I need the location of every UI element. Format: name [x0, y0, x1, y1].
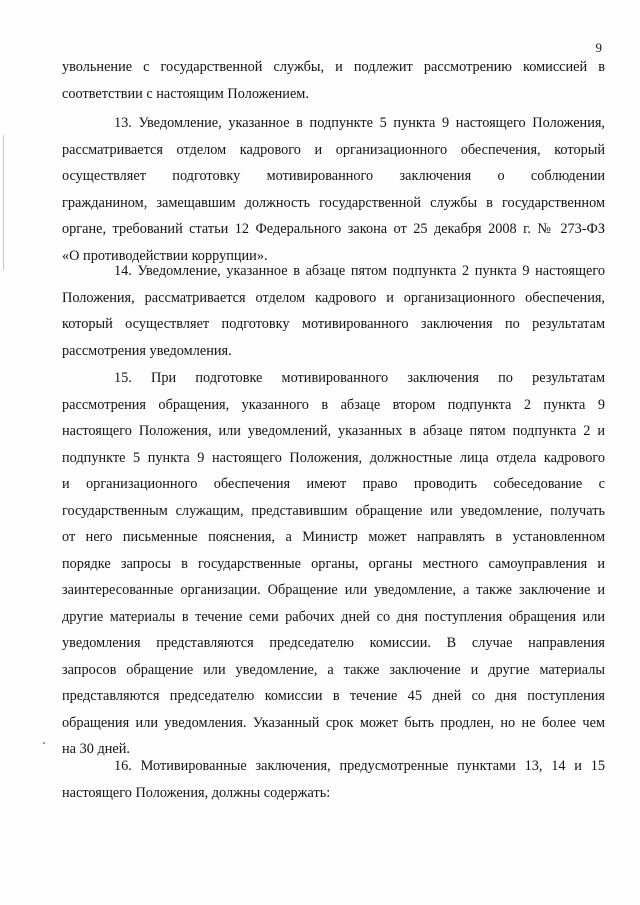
scan-margin-mark [3, 135, 4, 270]
text-line: подпункте 5 пункта 9 настоящего Положения, должностные лица отдела кадрового [62, 449, 605, 466]
text-line: государственным служащим, представившим обращение или уведомление, получать [62, 502, 605, 519]
text-line: рассмотрения уведомления. [62, 342, 232, 359]
text-line: настоящего Положения, должны содержать: [62, 784, 331, 801]
paragraph-15 [62, 365, 605, 763]
text-line: запросов обращение или уведомление, а также заключение и другие материалы [62, 661, 605, 678]
text-line: гражданином, замещавшим должность государственной службы в государственном [62, 194, 605, 211]
text-line: 16. Мотивированные заключения, предусмотренные пунктами 13, 14 и 15 [114, 758, 605, 774]
text-line: заинтересованные организации. Обращение или уведомление, а также заключение и [62, 582, 605, 598]
text-line: осуществляет подготовку мотивированного заключения о соблюдении [62, 168, 605, 184]
paragraph-13 [62, 110, 605, 269]
text-line: обращения или уведомления. Указанный срок может быть продлен, но не более чем [62, 714, 605, 731]
text-line: соответствии с настоящим Положением. [62, 85, 309, 102]
text-line: и организационного обеспечения имеют право проводить собеседование с [62, 476, 605, 492]
text-line: рассматривается отделом кадрового и организационного обеспечения, который [62, 141, 605, 158]
text-line: увольнение с государственной службы, и подлежит рассмотрению комиссией в [62, 59, 605, 75]
text-line: от него письменные пояснения, а Министр может направлять в установленном [62, 529, 605, 545]
text-line: рассмотрения обращения, указанного в абзаце втором подпункта 2 пункта 9 [62, 396, 605, 413]
page-number: 9 [595, 40, 602, 55]
text-line: представляются председателю комиссии в течение 45 дней со дня поступления [62, 688, 605, 704]
text-line: 15. При подготовке мотивированного заключения по результатам [114, 370, 605, 386]
paragraph-continuation [62, 54, 605, 107]
text-line: другие материалы в течение семи рабочих дней со дня поступления обращения или [62, 608, 605, 625]
text-line: органе, требований статьи 12 Федерального закона от 25 декабря 2008 г. № 273-ФЗ [62, 221, 605, 237]
text-line: на 30 дней. [62, 741, 130, 757]
text-line: уведомления представляются председателю комиссии. В случае направления [62, 635, 605, 651]
text-line: «О противодействии коррупции». [62, 247, 268, 264]
text-line: настоящего Положения, или уведомлений, указанных в абзаце пятом подпункта 2 и [62, 423, 605, 439]
text-line: порядке запросы в государственные органы, органы местного самоуправления и [62, 555, 605, 572]
text-line: который осуществляет подготовку мотивированного заключения по результатам [62, 316, 605, 332]
paragraph-16 [62, 753, 605, 806]
text-line: Положения, рассматривается отделом кадрового и организационного обеспечения, [62, 289, 605, 306]
paragraph-14 [62, 258, 605, 364]
text-line: 13. Уведомление, указанное в подпункте 5 пункта 9 настоящего Положения, [114, 115, 605, 131]
text-line: 14. Уведомление, указанное в абзаце пятом подпункта 2 пункта 9 настоящего [114, 263, 605, 279]
scan-speck [43, 742, 45, 744]
